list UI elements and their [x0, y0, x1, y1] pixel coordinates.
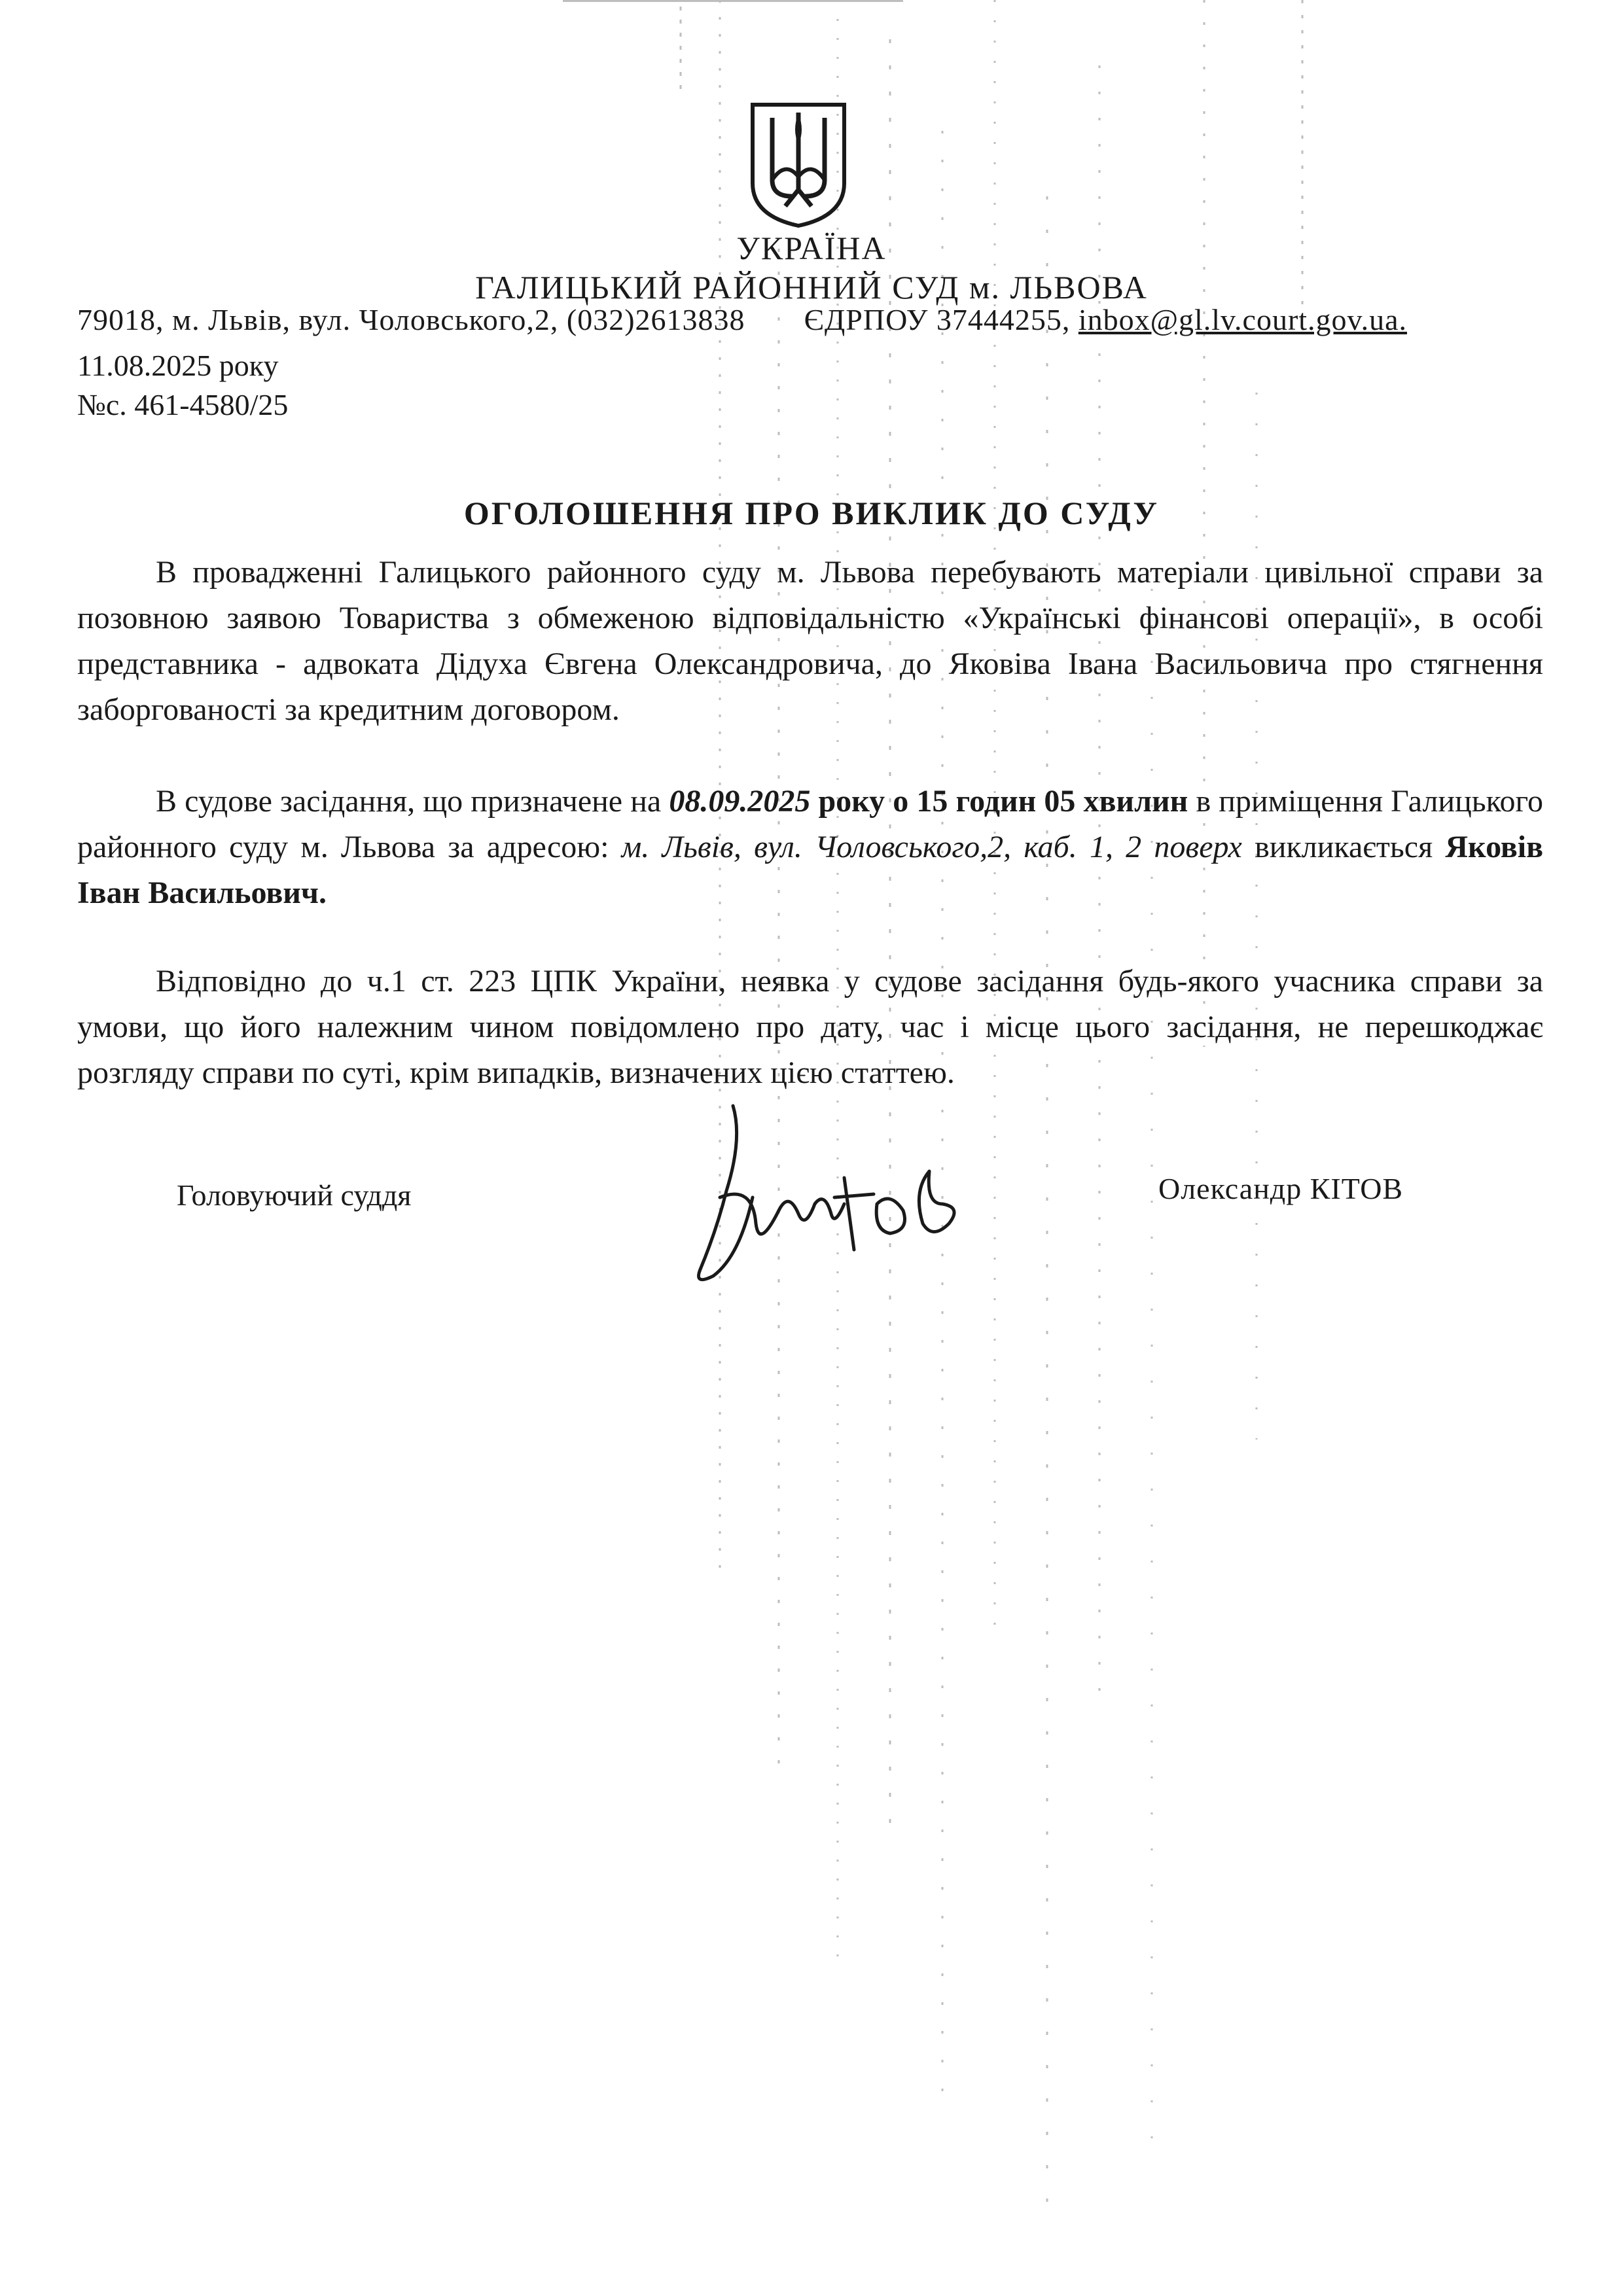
- court-address: 79018, м. Львів, вул. Чоловського,2, (032)2613838: [77, 303, 745, 336]
- paragraph-hearing: [77, 779, 1543, 916]
- court-title: ГАЛИЦЬКИЙ РАЙОННИЙ СУД м. ЛЬВОВА: [475, 269, 1148, 306]
- hearing-date: 08.09.2025: [669, 784, 811, 819]
- case-number: №с. 461-4580/25: [77, 388, 289, 421]
- handwritten-signature: [681, 1099, 1021, 1296]
- judge-name: Олександр КІТОВ: [1158, 1172, 1404, 1205]
- document-title: ОГОЛОШЕННЯ ПРО ВИКЛИК ДО СУДУ: [463, 495, 1160, 531]
- coat-of-arms-icon: [746, 98, 851, 229]
- judge-role: Головуючий суддя: [177, 1178, 412, 1212]
- paragraph-case-description: В провадженні Галицького районного суду м. Львова перебувають матеріали цивільної справи за позовною заявою Товариства з обмеженою відповідальністю «Українські фінансові операції», в особі представника - адвоката Дідуха Євгена Олександровича, до Яковіва Івана Васильовича про стягнення заборгованості за кредитним договором.: [77, 555, 1543, 727]
- hearing-prefix: В судове засідання, що призначене на: [156, 784, 662, 819]
- document-date: 11.08.2025 року: [77, 349, 279, 382]
- court-email: inbox@gl.lv.court.gov.ua.: [1078, 303, 1407, 336]
- hearing-person: Яковів Іван Васильович.: [77, 830, 1544, 910]
- hearing-middle: в приміщення Галицького районного суду м. Львова за адресою:: [77, 784, 1544, 864]
- hearing-time: року о 15 годин 05 хвилин: [818, 784, 1188, 819]
- hearing-call: викликається: [1255, 830, 1433, 864]
- court-address-line: [77, 302, 1407, 337]
- country-title: УКРАЇНА: [736, 230, 887, 266]
- court-edrpou: ЄДРПОУ 37444255,: [804, 303, 1071, 336]
- hearing-location: м. Львів, вул. Чоловського,2, каб. 1, 2 поверх: [621, 830, 1242, 864]
- paragraph-legal-notice: Відповідно до ч.1 ст. 223 ЦПК України, неявка у судове засідання будь-якого учасника справи за умови, що його належним чином повідомлено про дату, час і місце цього засідання, не перешкоджає розгляду справи по суті, крім випадків, визначених цією статтею.: [77, 964, 1543, 1090]
